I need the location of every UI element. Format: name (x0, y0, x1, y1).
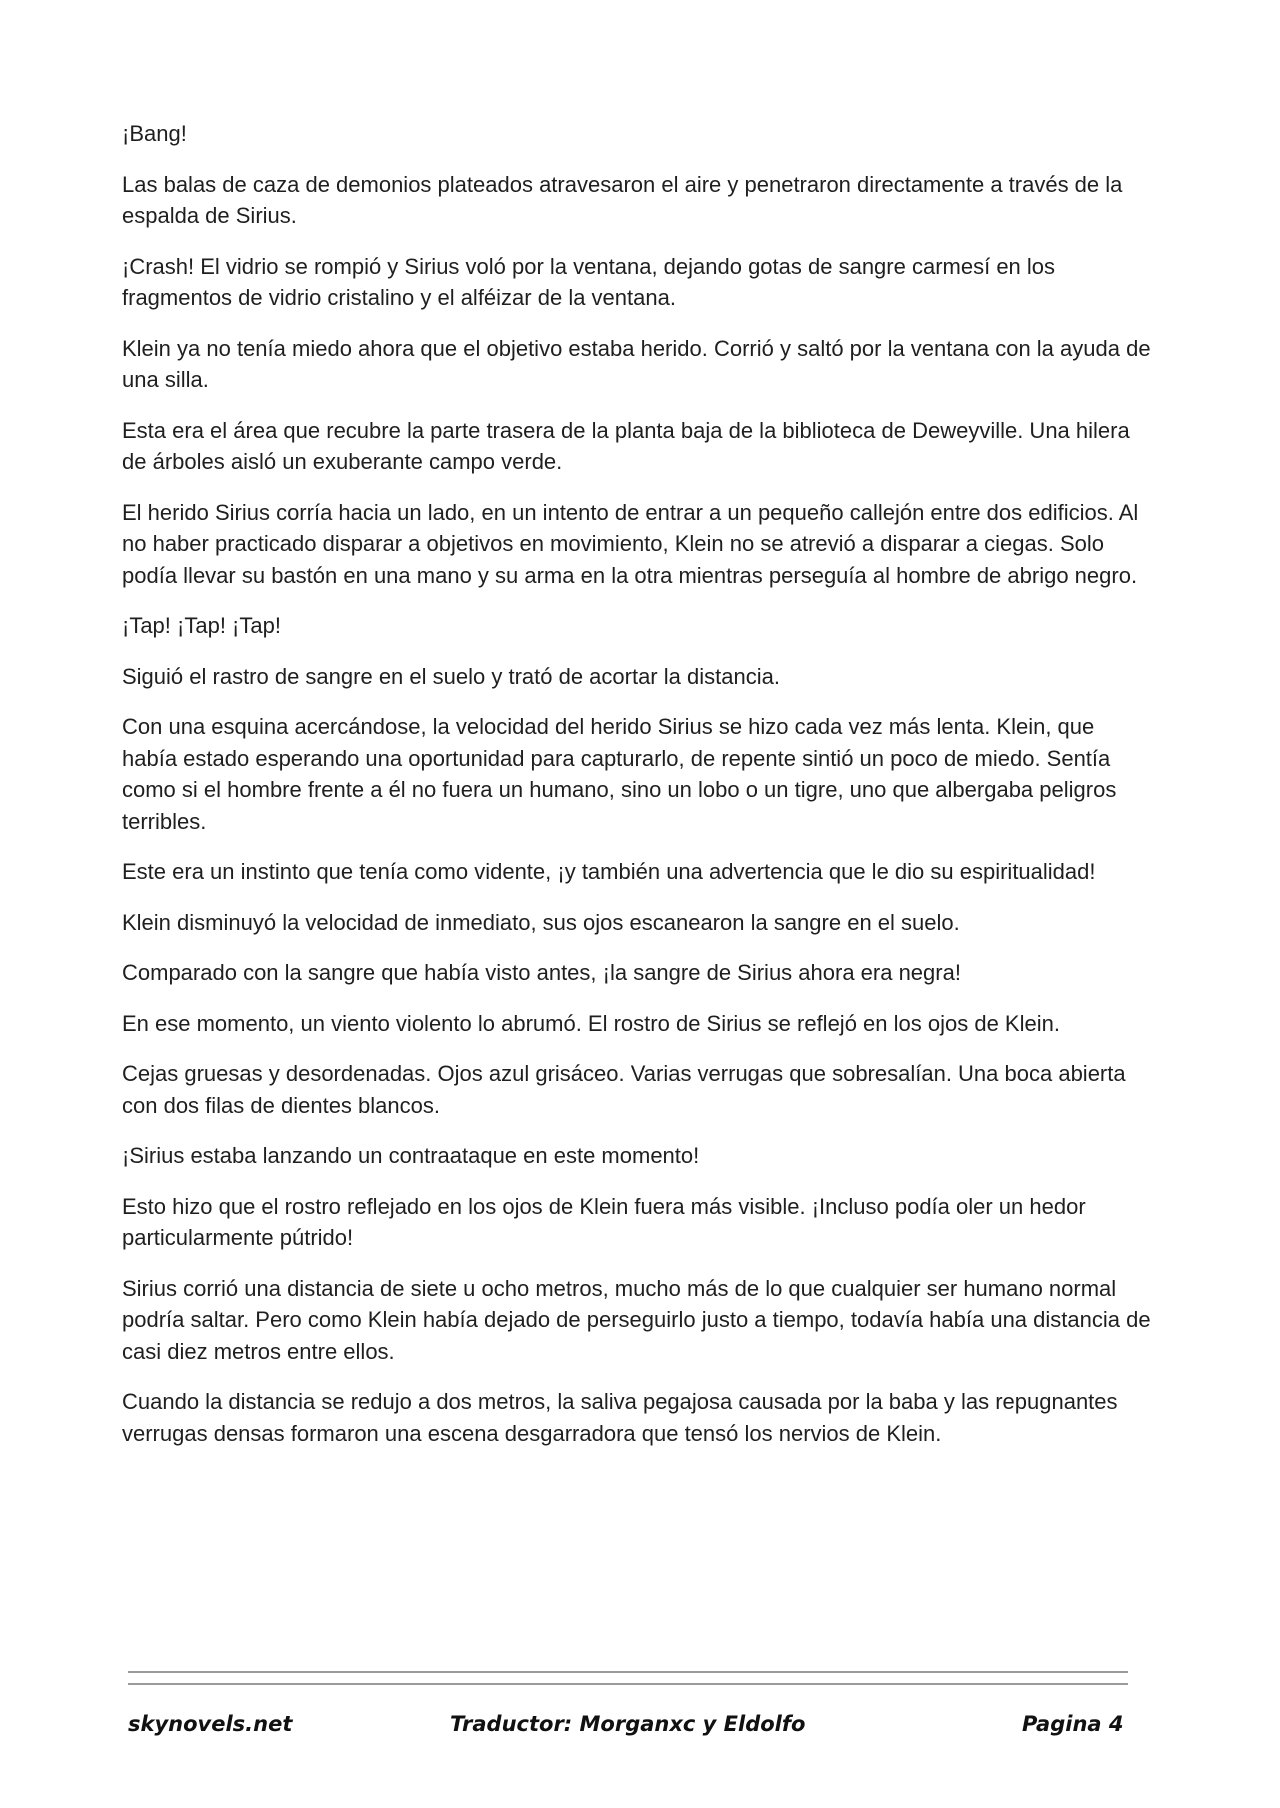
paragraph: ¡Tap! ¡Tap! ¡Tap! (122, 613, 281, 638)
paragraph: Sirius corrió una distancia de siete u ocho metros, mucho más de lo que cualquier ser humano normal podría saltar. Pero como Klein había dejado de perseguirlo justo a tiempo, todavía había una distancia de casi diez metros entre ellos. (122, 1275, 1151, 1364)
paragraph: Cuando la distancia se redujo a dos metros, la saliva pegajosa causada por la baba y las repugnantes verrugas densas formaron una escena desgarradora que tensó los nervios de Klein. (122, 1389, 1118, 1446)
paragraph: Comparado con la sangre que había visto antes, ¡la sangre de Sirius ahora era negra! (122, 960, 961, 985)
paragraph: Este era un instinto que tenía como vidente, ¡y también una advertencia que le dio su espiritualidad! (122, 859, 1096, 884)
footer-divider-bottom (128, 1683, 1128, 1685)
paragraph: ¡Sirius estaba lanzando un contraataque en este momento! (122, 1143, 700, 1168)
page-body (122, 118, 1152, 1468)
footer-translator: Traductor: Morganxc y Eldolfo (450, 1712, 806, 1736)
paragraph: Esto hizo que el rostro reflejado en los ojos de Klein fuera más visible. ¡Incluso podía oler un hedor particularmente pútrido! (122, 1193, 1086, 1250)
paragraph: Siguió el rastro de sangre en el suelo y trató de acortar la distancia. (122, 663, 780, 689)
paragraph: Klein ya no tenía miedo ahora que el objetivo estaba herido. Corrió y saltó por la ventana con la ayuda de una silla. (122, 335, 1151, 392)
paragraph: Cejas gruesas y desordenadas. Ojos azul grisáceo. Varias verrugas que sobresalían. Una boca abierta con dos filas de dientes blancos. (122, 1061, 1126, 1118)
paragraph: En ese momento, un viento violento lo abrumó. El rostro de Sirius se reflejó en los ojos de Klein. (122, 1010, 1060, 1036)
page-footer (0, 1712, 1280, 1748)
paragraph: Con una esquina acercándose, la velocidad del herido Sirius se hizo cada vez más lenta. Klein, que había estado esperando una oportunidad para capturarlo, de repente sintió un poco de miedo. Sentía como si el hombre frente a él no fuera un humano, sino un lobo o un tigre, uno que albergaba peligros terribles. (122, 714, 1117, 834)
paragraph: El herido Sirius corría hacia un lado, en un intento de entrar a un pequeño callejón entre dos edificios. Al no haber practicado disparar a objetivos en movimiento, Klein no se atrevió a disparar a ciegas. Solo podía llevar su bastón en una mano y su arma en la otra mientras perseguía al hombre de abrigo negro. (122, 499, 1139, 588)
footer-site: skynovels.net (128, 1712, 293, 1736)
paragraph: ¡Bang! (122, 121, 187, 146)
paragraph: ¡Crash! El vidrio se rompió y Sirius voló por la ventana, dejando gotas de sangre carmesí en los fragmentos de vidrio cristalino y el alféizar de la ventana. (122, 253, 1056, 310)
paragraph: Klein disminuyó la velocidad de inmediato, sus ojos escanearon la sangre en el suelo. (122, 909, 960, 935)
footer-page-number: Pagina 4 (1022, 1712, 1124, 1736)
paragraph: Esta era el área que recubre la parte trasera de la planta baja de la biblioteca de Deweyville. Una hilera de árboles aisló un exuberante campo verde. (122, 417, 1130, 474)
paragraph: Las balas de caza de demonios plateados atravesaron el aire y penetraron directamente a través de la espalda de Sirius. (122, 171, 1123, 228)
footer-divider-top (128, 1671, 1128, 1673)
